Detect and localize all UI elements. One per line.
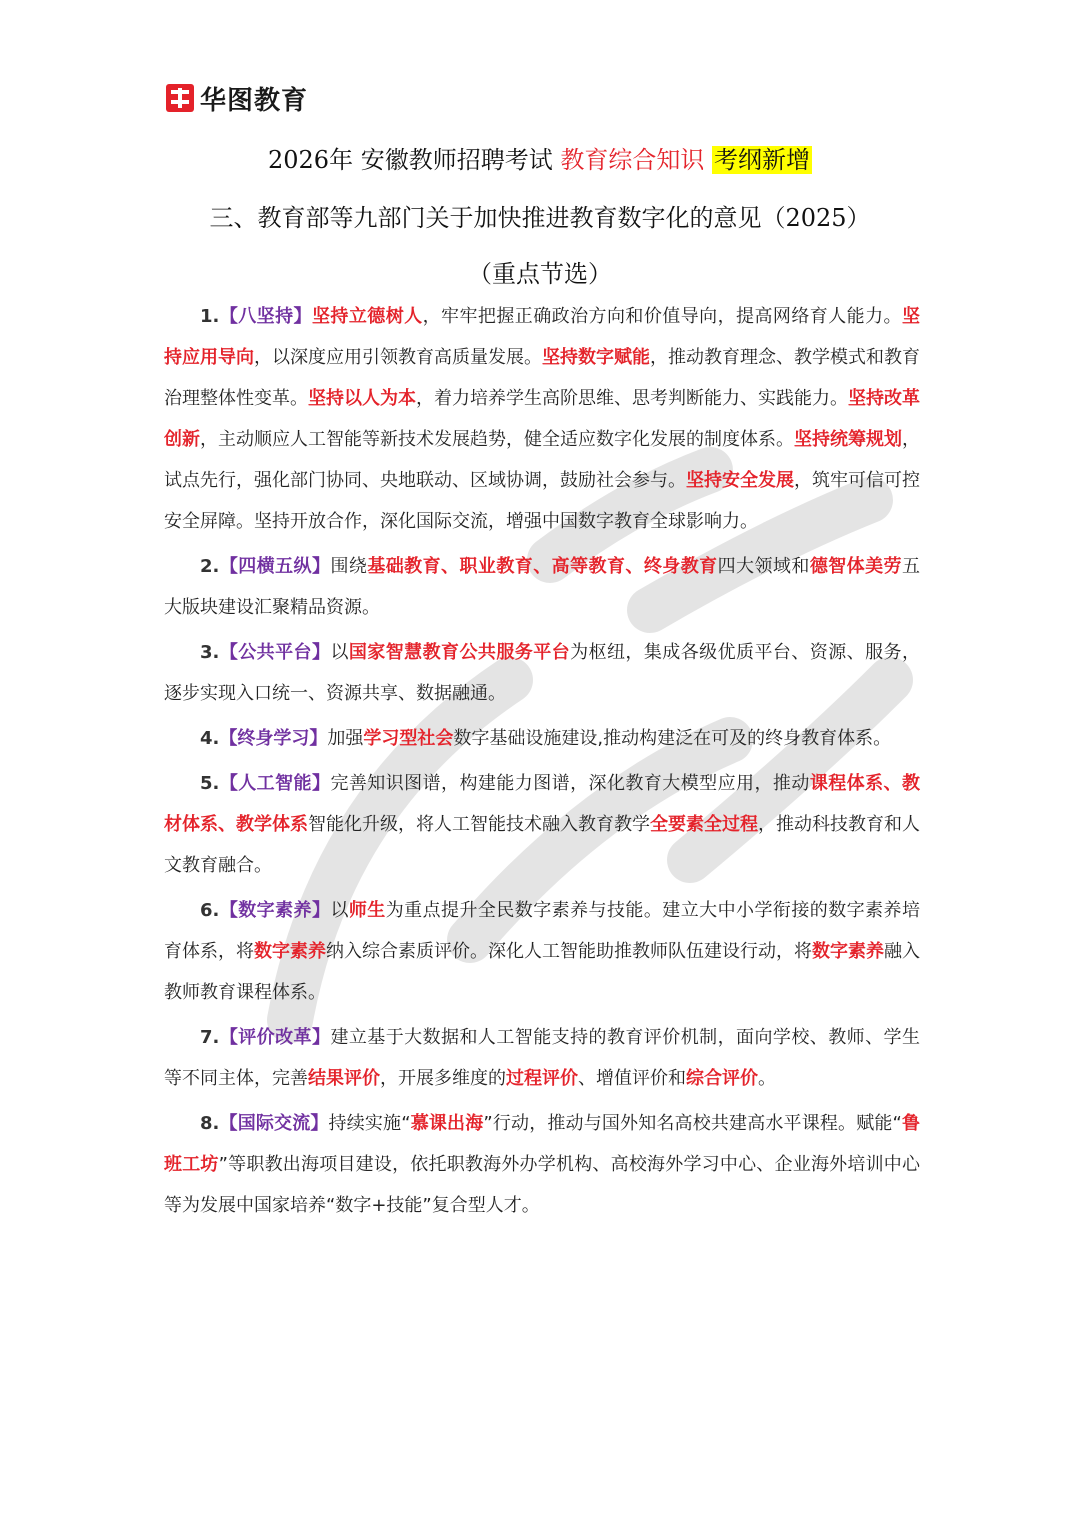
- title-part-exam: 2026年 安徽教师招聘考试: [268, 146, 561, 174]
- body-text: 为重点提升全民数字素养与技能。建立大中小学衔接的数字素养培育体系，将: [164, 900, 920, 962]
- point-number: 8.: [200, 1113, 220, 1134]
- point-paragraph-1: [164, 296, 920, 542]
- key-phrase: 德智体美劳: [809, 556, 902, 577]
- logo-mark-icon: [166, 84, 194, 112]
- body-text: 以: [330, 642, 349, 663]
- key-phrase: 过程评价: [506, 1068, 578, 1089]
- point-tag: 【国际交流】: [219, 1113, 329, 1134]
- document-title: [0, 142, 1080, 178]
- logo-text: 华图教育: [200, 85, 309, 116]
- key-phrase: 学习型社会: [363, 728, 454, 749]
- body-text: 围绕: [330, 556, 368, 577]
- body-text: ”等职教出海项目建设，依托职教海外办学机构、高校海外学习中心、企业海外培训中心等为发展中国家培养“数字+技能”复合型人才。: [164, 1154, 920, 1216]
- body-text: 完善知识图谱，构建能力图谱，深化教育大模型应用，推动: [330, 773, 810, 794]
- point-paragraph-4: [164, 718, 920, 759]
- body-text: 融入教师教育课程体系。: [164, 941, 920, 1003]
- body-text: ，推动科技教育和人文教育融合。: [164, 814, 920, 876]
- point-tag: 【终身学习】: [219, 728, 328, 749]
- point-number: 1.: [200, 306, 220, 327]
- point-number: 5.: [200, 773, 220, 794]
- body-text: ，开展多维度的: [380, 1068, 506, 1089]
- key-phrase: 坚持以人为本: [308, 388, 416, 409]
- body-text: 建立基于大数据和人工智能支持的教育评价机制，面向学校、教师、学生等不同主体，完善: [164, 1027, 920, 1089]
- point-paragraph-3: [164, 632, 920, 714]
- title-part-new: 考纲新增: [713, 146, 810, 174]
- body-text: ，推动教育理念、教学模式和教育治理整体性变革。: [164, 347, 920, 409]
- point-paragraph-8: [164, 1103, 920, 1226]
- body-text: ，筑牢可信可控安全屏障。坚持开放合作，深化国际交流，增强中国数字教育全球影响力。: [164, 470, 920, 532]
- point-number: 6.: [200, 900, 220, 921]
- point-number: 2.: [200, 556, 220, 577]
- body-text: ，主动顺应人工智能等新技术发展趋势，健全适应数字化发展的制度体系。: [200, 429, 794, 450]
- point-number: 7.: [200, 1027, 220, 1048]
- point-paragraph-2: [164, 546, 920, 628]
- key-phrase: 综合评价: [686, 1068, 758, 1089]
- key-phrase: 坚持立德树人: [312, 306, 423, 327]
- brand-logo: [166, 82, 308, 114]
- body-text: ，试点先行，强化部门协同、央地联动、区域协调，鼓励社会参与。: [164, 429, 920, 491]
- point-number: 4.: [200, 728, 220, 749]
- document-subtitle: 三、教育部等九部门关于加快推进教育数字化的意见（2025）: [209, 204, 871, 232]
- body-text: 、增值评价和: [578, 1068, 686, 1089]
- point-tag: 【公共平台】: [219, 642, 331, 663]
- key-phrase: 坚持应用导向: [164, 306, 920, 368]
- body-text: 智能化升级，将人工智能技术融入教育教学: [308, 814, 650, 835]
- key-phrase: 全要素全过程: [650, 814, 758, 835]
- point-tag: 【数字素养】: [219, 900, 331, 921]
- point-number: 3.: [200, 642, 220, 663]
- point-tag: 【八坚持】: [219, 306, 312, 327]
- key-phrase: 坚持数字赋能: [542, 347, 650, 368]
- content-body: [164, 296, 920, 1230]
- key-phrase: 鲁班工坊: [164, 1113, 921, 1175]
- body-text: 持续实施“: [328, 1113, 411, 1134]
- body-text: 以: [330, 900, 349, 921]
- point-paragraph-6: [164, 890, 920, 1013]
- key-phrase: 基础教育、职业教育、高等教育、终身教育: [367, 556, 718, 577]
- body-text: 。: [758, 1068, 776, 1089]
- point-tag: 【人工智能】: [219, 773, 331, 794]
- key-phrase: 数字素养: [254, 941, 326, 962]
- point-paragraph-5: [164, 763, 920, 886]
- body-text: 加强: [327, 728, 364, 749]
- point-paragraph-7: [164, 1017, 920, 1099]
- key-phrase: 坚持统筹规划: [794, 429, 902, 450]
- document-subtitle-selection: （重点节选）: [468, 260, 612, 288]
- body-text: 五大版块建设汇聚精品资源。: [164, 556, 920, 618]
- point-tag: 【四横五纵】: [219, 556, 331, 577]
- key-phrase: 课程体系、教材体系、教学体系: [164, 773, 920, 835]
- point-tag: 【评价改革】: [219, 1027, 331, 1048]
- title-part-subject: 教育综合知识: [560, 146, 705, 174]
- body-text: ，牢牢把握正确政治方向和价值导向，提高网络育人能力。: [422, 306, 902, 327]
- key-phrase: 师生: [348, 900, 386, 921]
- body-text: 纳入综合素质评价。深化人工智能助推教师队伍建设行动，将: [326, 941, 812, 962]
- body-text: ，以深度应用引领教育高质量发展。: [254, 347, 542, 368]
- key-phrase: 国家智慧教育公共服务平台: [348, 642, 571, 663]
- body-text: 为枢纽，集成各级优质平台、资源、服务，逐步实现入口统一、资源共享、数据融通。: [164, 642, 920, 704]
- body-text: ，着力培养学生高阶思维、思考判断能力、实践能力。: [416, 388, 848, 409]
- body-text: 数字基础设施建设,推动构建泛在可及的终身教育体系。: [453, 728, 892, 749]
- key-phrase: 结果评价: [308, 1068, 380, 1089]
- key-phrase: 坚持改革创新: [164, 388, 920, 450]
- key-phrase: 数字素养: [812, 941, 884, 962]
- key-phrase: 坚持安全发展: [686, 470, 794, 491]
- body-text: 四大领域和: [717, 556, 810, 577]
- key-phrase: 慕课出海: [410, 1113, 484, 1134]
- body-text: ”行动，推动与国外知名高校共建高水平课程。赋能“: [483, 1113, 902, 1134]
